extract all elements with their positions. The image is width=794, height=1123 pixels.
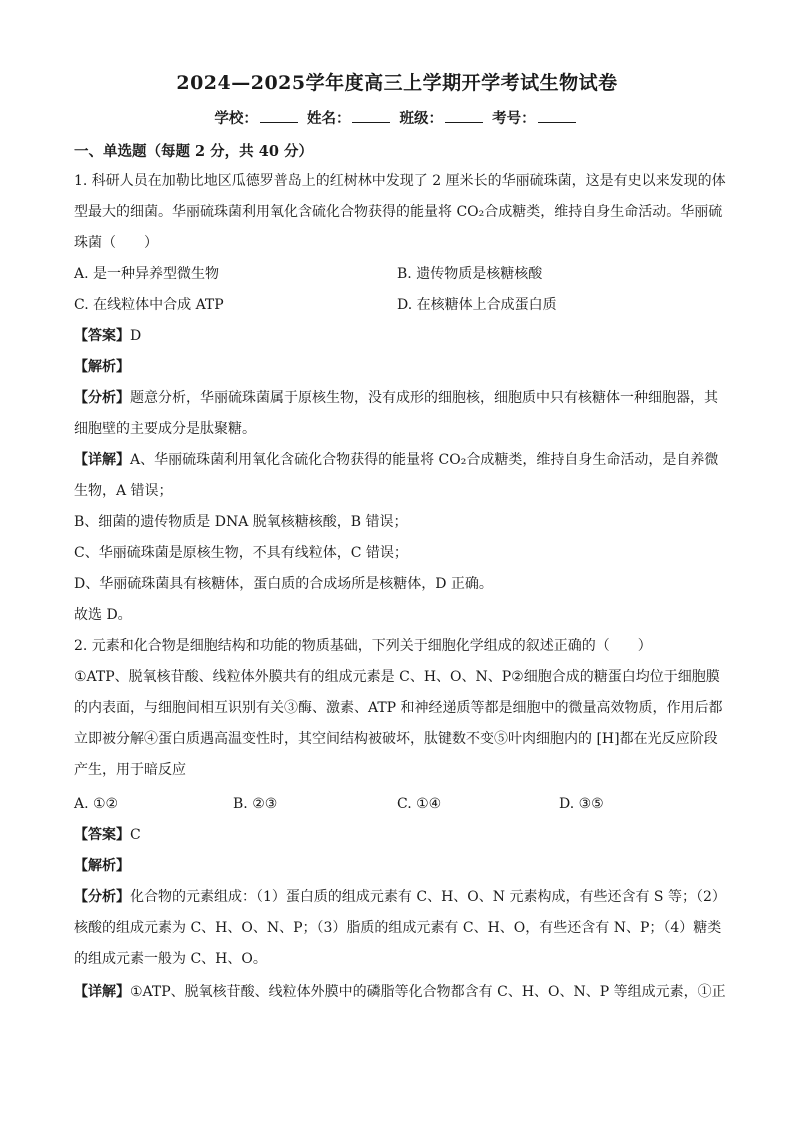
q1-stem-line-2: 型最大的细菌。华丽硫珠菌利用氧化含硫化合物获得的能量将 CO₂合成糖类，维持自身生命活动。华丽硫 bbox=[74, 204, 723, 220]
q2-stem-line-2: ①ATP、脱氧核苷酸、线粒体外膜共有的组成元素是 C、H、O、N、P②细胞合成的糖蛋白均位于细胞膜 bbox=[74, 669, 720, 685]
answer-tag: 【答案】 bbox=[74, 328, 130, 344]
q1-answer bbox=[74, 327, 141, 345]
q2-stem-line-5: 产生，用于暗反应 bbox=[74, 762, 186, 778]
q1-stem-line-1: 1. 科研人员在加勒比地区瓜德罗普岛上的红树林中发现了 2 厘米长的华丽硫珠菌，这是有史以来发现的体 bbox=[74, 173, 726, 189]
xiangjie-tag: 【详解】 bbox=[74, 452, 130, 468]
q1-analysis-tag: 【解析】 bbox=[74, 359, 130, 375]
q1-option-c: C. 在线粒体中合成 ATP bbox=[74, 297, 224, 313]
q1-stem-line-3: 珠菌（ ） bbox=[74, 235, 158, 251]
q1-option-d: D. 在核糖体上合成蛋白质 bbox=[397, 297, 557, 313]
number-blank[interactable] bbox=[538, 110, 576, 123]
student-info-line bbox=[0, 107, 794, 128]
q1-xiangjie-line-6: 故选 D。 bbox=[74, 607, 132, 623]
school-label: 学校： bbox=[214, 110, 258, 127]
q1-xiangjie-line-4: C、华丽硫珠菌是原核生物，不具有线粒体，C 错误； bbox=[74, 545, 408, 561]
number-label: 考号： bbox=[492, 110, 536, 127]
q1-fenxi-line-1 bbox=[74, 389, 718, 407]
q1-fenxi-line-2: 细胞壁的主要成分是肽聚糖。 bbox=[74, 421, 256, 437]
name-label: 姓名： bbox=[306, 110, 351, 127]
q1-xiangjie-line-2: 生物，A 错误； bbox=[74, 483, 173, 499]
class-label: 班级： bbox=[399, 110, 444, 127]
q2-answer bbox=[74, 826, 141, 844]
q1-option-b: B. 遗传物质是核糖核酸 bbox=[397, 266, 543, 282]
q2-stem-line-4: 立即被分解④蛋白质遇高温变性时，其空间结构被破坏，肽键数不变⑤叶肉细胞内的 [H]都在光反应阶段 bbox=[74, 731, 718, 747]
q2-analysis-tag: 【解析】 bbox=[74, 858, 130, 874]
answer-value: C bbox=[130, 827, 141, 843]
fenxi-tag: 【分析】 bbox=[74, 390, 130, 406]
name-blank[interactable] bbox=[352, 110, 390, 123]
fenxi-text: 题意分析，华丽硫珠菌属于原核生物，没有成形的细胞核，细胞质中只有核糖体一种细胞器，其 bbox=[130, 390, 718, 406]
school-blank[interactable] bbox=[260, 110, 298, 123]
q2-option-b: B. ②③ bbox=[233, 796, 278, 812]
section-heading: 一、单选题（每题 2 分，共 40 分） bbox=[74, 143, 313, 160]
q2-stem-line-3: 的内表面，与细胞间相互识别有关③酶、激素、ATP 和神经递质等都是细胞中的微量高效物质，作用后都 bbox=[74, 700, 723, 716]
q1-option-a: A. 是一种异养型微生物 bbox=[74, 266, 220, 282]
q2-xiangjie-line-1 bbox=[74, 983, 726, 1001]
q2-fenxi-line-1 bbox=[74, 888, 726, 906]
q1-xiangjie-line-1 bbox=[74, 451, 718, 469]
q1-xiangjie-line-3: B、细菌的遗传物质是 DNA 脱氧核糖核酸，B 错误； bbox=[74, 514, 408, 530]
fenxi-text: 化合物的元素组成：（1）蛋白质的组成元素有 C、H、O、N 元素构成，有些还含有 S 等；（2） bbox=[130, 889, 726, 905]
xiangjie-tag: 【详解】 bbox=[74, 984, 130, 1000]
q2-option-a: A. ①② bbox=[74, 796, 119, 812]
xiangjie-text: A、华丽硫珠菌利用氧化含硫化合物获得的能量将 CO₂合成糖类，维持自身生命活动，是自养微 bbox=[130, 452, 719, 468]
exam-title: 2024—2025学年度高三上学期开学考试生物试卷 bbox=[176, 72, 618, 94]
q2-stem-line-1: 2. 元素和化合物是细胞结构和功能的物质基础，下列关于细胞化学组成的叙述正确的（ ） bbox=[74, 638, 652, 654]
answer-tag: 【答案】 bbox=[74, 827, 130, 843]
answer-value: D bbox=[130, 328, 142, 344]
q2-option-d: D. ③⑤ bbox=[559, 796, 604, 812]
q2-fenxi-line-3: 的组成元素一般为 C、H、O。 bbox=[74, 951, 267, 967]
xiangjie-text: ①ATP、脱氧核苷酸、线粒体外膜中的磷脂等化合物都含有 C、H、O、N、P 等组成元素，①正 bbox=[130, 984, 726, 1000]
q2-option-c: C. ①④ bbox=[397, 796, 442, 812]
class-blank[interactable] bbox=[445, 110, 483, 123]
q2-fenxi-line-2: 核酸的组成元素为 C、H、O、N、P；（3）脂质的组成元素有 C、H、O，有些还含有 N、P；（4）糖类 bbox=[74, 920, 722, 936]
fenxi-tag: 【分析】 bbox=[74, 889, 130, 905]
q1-xiangjie-line-5: D、华丽硫珠菌具有核糖体，蛋白质的合成场所是核糖体，D 正确。 bbox=[74, 576, 493, 592]
